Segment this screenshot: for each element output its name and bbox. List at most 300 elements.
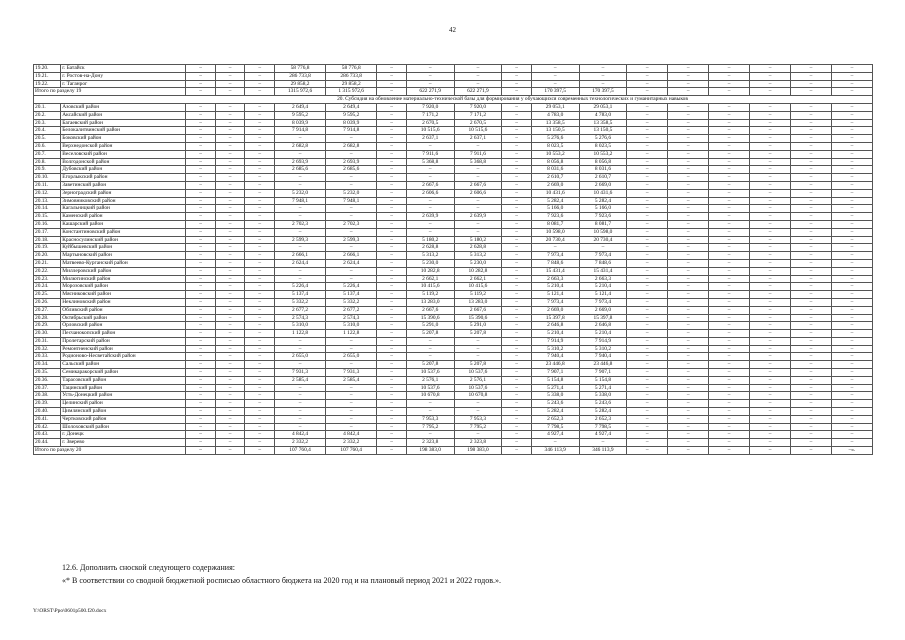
table-row — [34, 174, 873, 182]
table-cell: – — [245, 361, 275, 369]
table-cell: – — [627, 447, 668, 455]
table-row — [34, 392, 873, 400]
table-cell: 5 332,2 — [274, 298, 325, 306]
table-cell: 2 576,1 — [406, 376, 454, 384]
table-cell: – — [245, 314, 275, 322]
total-label: Итого по разделу 20 — [34, 447, 186, 455]
municipality-name: Дубовский район — [61, 166, 186, 174]
table-cell: – — [831, 135, 872, 143]
table-cell: 10 415,6 — [454, 283, 502, 291]
table-cell: – — [831, 322, 872, 330]
table-cell: – — [326, 150, 377, 158]
table-cell: – — [377, 275, 407, 283]
table-cell: – — [245, 205, 275, 213]
table-cell: – — [186, 111, 216, 119]
table-cell: – — [245, 345, 275, 353]
table-cell: – — [831, 337, 872, 345]
table-cell: 5 276,6 — [579, 135, 627, 143]
table-cell: – — [406, 205, 454, 213]
table-cell: – — [215, 236, 245, 244]
table-cell: – — [627, 142, 668, 150]
table-cell: 5 313,2 — [454, 252, 502, 260]
table-cell: – — [454, 400, 502, 408]
table-cell: – — [186, 103, 216, 111]
table-cell: – — [709, 213, 750, 221]
table-cell: – — [831, 150, 872, 158]
table-cell: 5 310,0 — [326, 322, 377, 330]
table-cell: – — [215, 392, 245, 400]
table-cell: – — [791, 72, 832, 80]
municipality-name: Мартыновский район — [61, 252, 186, 260]
table-cell: 7 953,3 — [406, 415, 454, 423]
table-cell: 2 667,6 — [406, 306, 454, 314]
table-cell: – — [377, 259, 407, 267]
table-cell: 2 610,7 — [531, 174, 579, 182]
table-cell: – — [668, 439, 709, 447]
table-cell: – — [186, 369, 216, 377]
table-cell: – — [274, 150, 325, 158]
table-cell: 2 669,0 — [531, 306, 579, 314]
table-cell: – — [750, 337, 791, 345]
table-cell: – — [791, 415, 832, 423]
table-cell: – — [668, 135, 709, 143]
table-cell: – — [245, 80, 275, 88]
table-cell: 346 113,9 — [579, 447, 627, 455]
table-cell: – — [668, 337, 709, 345]
table-cell: – — [377, 88, 407, 96]
table-cell: – — [406, 142, 454, 150]
table-cell: 107 760,4 — [326, 447, 377, 455]
table-cell: 5 232,0 — [274, 189, 325, 197]
table-cell: – — [831, 197, 872, 205]
table-cell: 7 973,4 — [531, 252, 579, 260]
table-cell: – — [274, 244, 325, 252]
municipality-name: Миллеровский район — [61, 267, 186, 275]
table-cell: 10 553,2 — [531, 150, 579, 158]
table-cell: – — [215, 330, 245, 338]
table-cell: 7 911,6 — [454, 150, 502, 158]
row-number: 20.37. — [34, 384, 61, 392]
municipality-name: Песчанокопский район — [61, 330, 186, 338]
table-cell: – — [245, 275, 275, 283]
table-cell: 5 310,2 — [531, 345, 579, 353]
table-cell: – — [274, 205, 325, 213]
table-row — [34, 400, 873, 408]
table-cell: – — [831, 80, 872, 88]
table-cell: – — [750, 298, 791, 306]
table-cell: – — [791, 322, 832, 330]
table-cell: – — [791, 283, 832, 291]
municipality-name: Милютинский район — [61, 275, 186, 283]
table-cell: – — [668, 119, 709, 127]
table-cell: – — [627, 80, 668, 88]
table-cell: – — [245, 213, 275, 221]
table-cell: – — [406, 166, 454, 174]
table-cell: – — [377, 197, 407, 205]
row-number: 20.32. — [34, 345, 61, 353]
table-cell: 5 310,0 — [274, 322, 325, 330]
amendment-text: 12.6. Дополнить сноской следующего содержания: — [62, 563, 235, 572]
table-cell: – — [709, 236, 750, 244]
table-cell: – — [377, 353, 407, 361]
table-cell: 2 574,3 — [326, 314, 377, 322]
table-cell: – — [627, 72, 668, 80]
table-cell: – — [791, 431, 832, 439]
table-cell: 9 595,2 — [274, 111, 325, 119]
table-cell: – — [502, 88, 532, 96]
table-cell: 2 649,4 — [326, 103, 377, 111]
table-cell: – — [831, 439, 872, 447]
row-number: 20.33. — [34, 353, 61, 361]
table-cell: – — [709, 197, 750, 205]
table-cell: 2 685,6 — [274, 166, 325, 174]
table-row — [34, 439, 873, 447]
table-cell: – — [215, 189, 245, 197]
row-number: 20.3. — [34, 119, 61, 127]
table-cell: 10 282,8 — [454, 267, 502, 275]
municipality-name: Багаевский район — [61, 119, 186, 127]
table-cell: – — [274, 181, 325, 189]
table-cell: – — [791, 306, 832, 314]
table-cell: – — [668, 369, 709, 377]
table-cell: – — [186, 283, 216, 291]
table-cell: – — [668, 189, 709, 197]
table-cell: – — [627, 88, 668, 96]
table-cell: – — [502, 400, 532, 408]
table-row — [34, 88, 873, 96]
table-cell: 2 662,1 — [454, 275, 502, 283]
table-cell: – — [531, 244, 579, 252]
table-cell: 5 276,6 — [531, 135, 579, 143]
table-cell: – — [215, 337, 245, 345]
table-cell: 10 537,6 — [454, 369, 502, 377]
table-row — [34, 158, 873, 166]
table-cell: – — [750, 330, 791, 338]
table-cell: – — [186, 400, 216, 408]
table-cell: 2 652,3 — [579, 415, 627, 423]
table-cell: 8 081,7 — [531, 220, 579, 228]
table-cell: – — [215, 267, 245, 275]
table-cell: – — [377, 415, 407, 423]
table-cell: – — [245, 369, 275, 377]
table-cell: – — [186, 392, 216, 400]
table-cell: – — [215, 447, 245, 455]
municipality-name: Обливский район — [61, 306, 186, 314]
table-cell: – — [245, 174, 275, 182]
municipality-name: Куйбышевский район — [61, 244, 186, 252]
table-cell: – — [627, 330, 668, 338]
table-row — [34, 228, 873, 236]
table-cell: – — [502, 127, 532, 135]
table-cell: – — [709, 142, 750, 150]
municipality-name: г. Батайск — [61, 65, 186, 73]
table-cell: – — [831, 111, 872, 119]
table-cell: 286 733,8 — [274, 72, 325, 80]
table-cell: – — [668, 174, 709, 182]
table-cell: – — [750, 361, 791, 369]
table-cell: – — [750, 439, 791, 447]
table-cell: – — [326, 361, 377, 369]
table-cell: 10 415,6 — [406, 283, 454, 291]
table-cell: 5 230,0 — [406, 259, 454, 267]
table-cell: 5 368,8 — [454, 158, 502, 166]
table-row — [34, 275, 873, 283]
table-cell: – — [502, 166, 532, 174]
table-cell: 2 646,8 — [531, 322, 579, 330]
table-cell: – — [502, 447, 532, 455]
table-cell: 7 171,2 — [406, 111, 454, 119]
municipality-name: г. Таганрог — [61, 80, 186, 88]
table-cell: – — [668, 181, 709, 189]
row-number: 20.13. — [34, 197, 61, 205]
table-cell: 286 733,8 — [326, 72, 377, 80]
table-cell: – — [245, 119, 275, 127]
table-cell: – — [326, 174, 377, 182]
row-number: 20.40. — [34, 408, 61, 416]
table-cell: 5 232,0 — [326, 189, 377, 197]
table-cell: 346 113,9 — [531, 447, 579, 455]
table-cell: – — [326, 408, 377, 416]
table-cell: 2 628,8 — [454, 244, 502, 252]
table-cell: – — [215, 111, 245, 119]
table-cell: – — [215, 228, 245, 236]
table-cell: 2 677,2 — [274, 306, 325, 314]
table-cell: – — [186, 267, 216, 275]
table-cell: – — [215, 423, 245, 431]
table-cell: – — [186, 306, 216, 314]
table-cell: 2 685,6 — [326, 166, 377, 174]
table-cell: – — [627, 345, 668, 353]
table-cell: – — [791, 330, 832, 338]
table-cell: 4 842,4 — [326, 431, 377, 439]
table-cell: 10 670,8 — [454, 392, 502, 400]
table-cell: – — [215, 174, 245, 182]
table-cell: 13 358,5 — [531, 119, 579, 127]
table-row — [34, 431, 873, 439]
table-cell: – — [750, 259, 791, 267]
table-cell: – — [215, 431, 245, 439]
table-cell: – — [502, 306, 532, 314]
row-number: 20.44. — [34, 439, 61, 447]
table-cell: 9 595,2 — [326, 111, 377, 119]
row-number: 20.30. — [34, 330, 61, 338]
table-cell: – — [245, 376, 275, 384]
municipality-name: Родионово-Несветайский район — [61, 353, 186, 361]
table-cell: – — [668, 111, 709, 119]
row-number: 20.39. — [34, 400, 61, 408]
table-cell: – — [709, 158, 750, 166]
table-row — [34, 197, 873, 205]
table-cell: – — [791, 392, 832, 400]
table-cell: 1 315 972,6 — [326, 88, 377, 96]
table-cell: 8 023,5 — [579, 142, 627, 150]
table-row — [34, 150, 873, 158]
row-number: 20.19. — [34, 244, 61, 252]
row-number: 20.2. — [34, 111, 61, 119]
table-cell: – — [791, 142, 832, 150]
municipality-name: г. Зверево — [61, 439, 186, 447]
table-cell: – — [668, 205, 709, 213]
municipality-name: г. Ростов-на-Дону — [61, 72, 186, 80]
table-cell: – — [502, 174, 532, 182]
table-row — [34, 415, 873, 423]
table-cell: – — [627, 298, 668, 306]
table-cell: – — [406, 337, 454, 345]
table-cell: – — [502, 189, 532, 197]
table-cell: 2 666,1 — [326, 252, 377, 260]
table-cell: – — [791, 111, 832, 119]
table-cell: 7 914,8 — [326, 127, 377, 135]
table-cell: – — [709, 330, 750, 338]
municipality-name: Орловский район — [61, 322, 186, 330]
table-row — [34, 119, 873, 127]
row-number: 20.15. — [34, 213, 61, 221]
table-cell: 2 637,1 — [454, 135, 502, 143]
table-cell: – — [831, 174, 872, 182]
table-cell: – — [750, 135, 791, 143]
table-cell: – — [454, 197, 502, 205]
table-cell: 13 358,5 — [579, 119, 627, 127]
table-cell: – — [627, 314, 668, 322]
table-cell: 2 663,3 — [579, 275, 627, 283]
table-cell: – — [215, 275, 245, 283]
table-cell: – — [750, 72, 791, 80]
table-cell: 10 431,6 — [531, 189, 579, 197]
table-cell: 2 663,3 — [531, 275, 579, 283]
table-cell: – — [377, 166, 407, 174]
table-cell: – — [377, 72, 407, 80]
municipality-name: Аксайский район — [61, 111, 186, 119]
table-cell: – — [831, 166, 872, 174]
table-cell: – — [377, 384, 407, 392]
table-cell: – — [274, 174, 325, 182]
table-row — [34, 384, 873, 392]
table-cell: – — [791, 181, 832, 189]
table-cell: – — [831, 423, 872, 431]
row-number: 20.31. — [34, 337, 61, 345]
table-cell: – — [502, 353, 532, 361]
table-cell: – — [215, 166, 245, 174]
table-cell: – — [502, 72, 532, 80]
table-cell: – — [791, 314, 832, 322]
table-cell: – — [406, 174, 454, 182]
table-cell: – — [377, 252, 407, 260]
table-cell: – — [531, 80, 579, 88]
table-cell: – — [831, 88, 872, 96]
table-cell: 2 702,3 — [326, 220, 377, 228]
municipality-name: Заветинский район — [61, 181, 186, 189]
table-cell: – — [186, 314, 216, 322]
table-cell: – — [377, 213, 407, 221]
table-cell: 2 624,4 — [274, 259, 325, 267]
table-cell: 20 730,4 — [579, 236, 627, 244]
table-cell: – — [709, 127, 750, 135]
table-cell: 2 667,6 — [406, 181, 454, 189]
table-cell: – — [791, 259, 832, 267]
table-cell: – — [215, 197, 245, 205]
table-cell: – — [627, 392, 668, 400]
table-row — [34, 337, 873, 345]
table-cell: – — [750, 408, 791, 416]
table-cell: – — [274, 135, 325, 143]
table-cell: – — [831, 330, 872, 338]
table-cell: – — [377, 189, 407, 197]
table-cell: – — [186, 166, 216, 174]
table-cell: – — [274, 213, 325, 221]
table-cell: 29 053,1 — [579, 103, 627, 111]
table-cell: – — [186, 228, 216, 236]
table-cell: – — [579, 65, 627, 73]
table-cell: – — [245, 103, 275, 111]
table-row — [34, 423, 873, 431]
row-number: 20.27. — [34, 306, 61, 314]
table-cell: – — [186, 439, 216, 447]
table-cell: – — [186, 322, 216, 330]
table-cell: – — [791, 158, 832, 166]
table-cell: – — [245, 431, 275, 439]
table-row — [34, 447, 873, 455]
municipality-name: Тарасовский район — [61, 376, 186, 384]
table-cell: – — [627, 259, 668, 267]
table-cell: – — [186, 213, 216, 221]
table-cell: 15 397,8 — [579, 314, 627, 322]
table-cell: – — [215, 181, 245, 189]
table-cell: 5 338,0 — [531, 392, 579, 400]
table-cell: – — [377, 80, 407, 88]
table-cell: – — [791, 236, 832, 244]
table-cell: – — [831, 244, 872, 252]
table-cell: 5 313,2 — [406, 252, 454, 260]
table-cell: – — [377, 369, 407, 377]
table-cell: – — [502, 314, 532, 322]
table-cell: – — [709, 291, 750, 299]
table-cell: – — [377, 119, 407, 127]
table-cell: – — [245, 244, 275, 252]
table-cell: – — [750, 244, 791, 252]
municipality-name: Неклиновский район — [61, 298, 186, 306]
table-cell: – — [377, 135, 407, 143]
table-cell: 7 907,1 — [531, 369, 579, 377]
table-cell: – — [406, 72, 454, 80]
table-cell: – — [274, 408, 325, 416]
table-cell: – — [668, 345, 709, 353]
table-cell: – — [274, 400, 325, 408]
table-cell: – — [215, 415, 245, 423]
table-cell: – — [215, 439, 245, 447]
table-cell: – — [668, 384, 709, 392]
table-cell: – — [750, 376, 791, 384]
table-cell: – — [186, 135, 216, 143]
row-number: 20.38. — [34, 392, 61, 400]
table-cell: – — [502, 408, 532, 416]
row-number: 20.29. — [34, 322, 61, 330]
municipality-name: Чертковский район — [61, 415, 186, 423]
table-cell: 7 923,6 — [579, 213, 627, 221]
table-cell: – — [245, 423, 275, 431]
table-cell: 7 795,2 — [406, 423, 454, 431]
municipality-name: Азовский район — [61, 103, 186, 111]
table-cell: 7 848,6 — [531, 259, 579, 267]
row-number: 20.26. — [34, 298, 61, 306]
table-cell: – — [831, 103, 872, 111]
row-number: 20.4. — [34, 127, 61, 135]
table-cell: 7 171,2 — [454, 111, 502, 119]
table-cell: 7 973,4 — [579, 252, 627, 260]
table-cell: 2 606,6 — [454, 189, 502, 197]
table-cell: 5 210,4 — [579, 283, 627, 291]
municipality-name: Шолоховский район — [61, 423, 186, 431]
table-cell: – — [791, 267, 832, 275]
